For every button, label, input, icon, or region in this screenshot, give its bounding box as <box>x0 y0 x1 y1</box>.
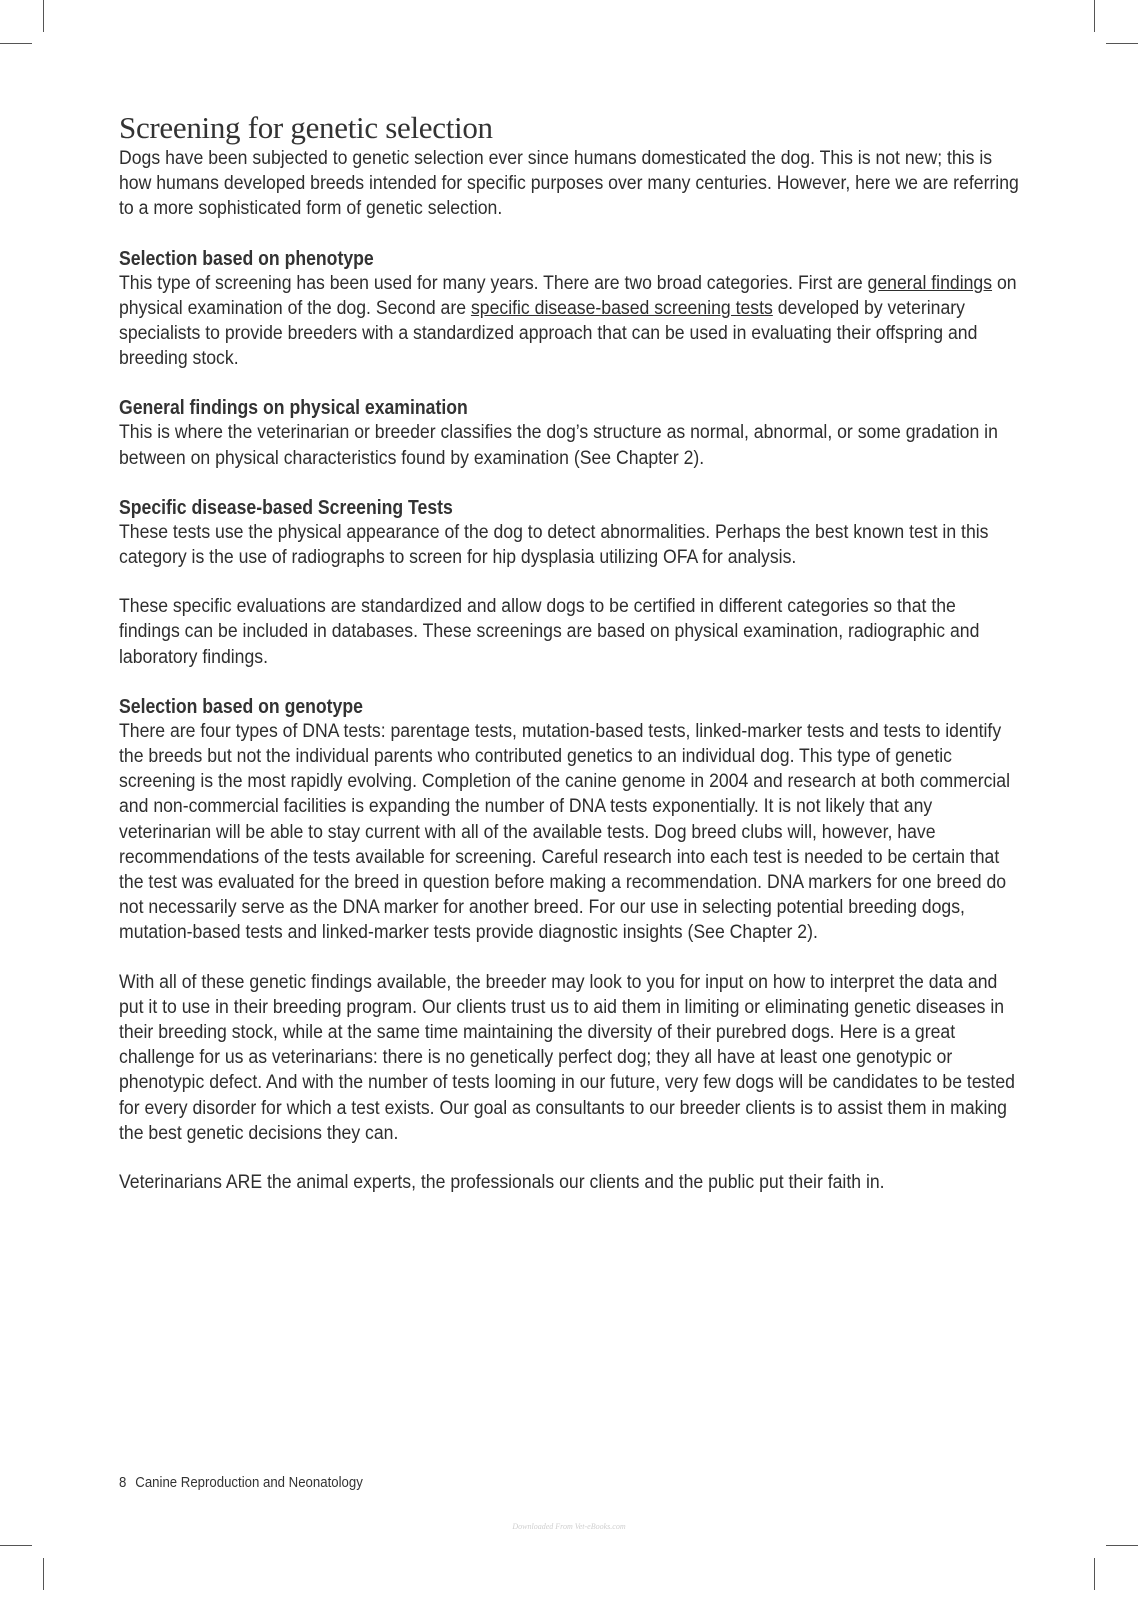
crop-mark <box>43 0 44 32</box>
section-heading: General findings on physical examination <box>119 396 468 420</box>
crop-mark <box>1094 1558 1095 1590</box>
paragraph-text: on physical examination of the dog. Second are <box>119 271 1017 319</box>
section-paragraph: This is where the veterinarian or breeder classifies the dog’s structure as normal, abnormal, or some gradation in between on physical characteristics found by examination (See Chapter 2). <box>119 421 998 469</box>
section-heading: Specific disease-based Screening Tests <box>119 495 453 519</box>
page-title: Screening for genetic selection <box>119 110 493 145</box>
section-paragraph <box>119 271 1019 372</box>
crop-mark <box>43 1558 44 1590</box>
crop-mark <box>0 43 32 44</box>
section-paragraph: There are four types of DNA tests: parentage tests, mutation-based tests, linked-marker tests and tests to identify the breeds but not the individual parents who contributed genetics to an individual dog. This type of genetic screening is the most rapidly evolving. Completion of the canine genome in 2004 and research at both commercial and non-commercial facilities is expanding the number of DNA tests exponentially. It is not likely that any veterinarian will be able to stay current with all of the available tests. Dog breed clubs will, however, have recommendations of the tests available for screening. Careful research into each test is needed to be certain that the test was evaluated for the breed in question before making a recommendation. DNA markers for one breed do not necessarily serve as the DNA marker for another breed. For our use in selecting potential breeding dogs, mutation-based tests and linked-marker tests provide diagnostic insights (See Chapter 2). <box>119 719 1011 944</box>
general-findings-link[interactable]: general findings <box>867 271 993 294</box>
section-paragraph: With all of these genetic findings available, the breeder may look to you for input on how to interpret the data and put it to use in their breeding program. Our clients trust us to aid them in limiting or eliminating genetic diseases in their breeding stock, while at the same time maintaining the diversity of their purebred dogs. Here is a great challenge for us as veterinarians: there is no genetically perfect dog; they all have at least one genotypic or phenotypic defect. And with the number of tests looming in our future, very few dogs will be candidates to be tested for every disorder for which a test exists. Our goal as consultants to our breeder clients is to assist them in making the best genetic decisions they can. <box>119 970 1015 1144</box>
watermark: Downloaded From Vet-eBooks.com <box>512 1522 626 1531</box>
section-paragraph: These specific evaluations are standardized and allow dogs to be certified in different categories so that the findings can be included in databases. These screenings are based on physical examination, radiographic and laboratory findings. <box>119 595 980 668</box>
crop-mark <box>1106 43 1138 44</box>
section-paragraph: Veterinarians ARE the animal experts, the professionals our clients and the public put their faith in. <box>119 1171 885 1194</box>
crop-mark <box>0 1545 32 1546</box>
paragraph-text: This type of screening has been used for many years. There are two broad categories. First are <box>119 271 868 294</box>
page-content <box>119 110 1019 1195</box>
section-paragraph: These tests use the physical appearance of the dog to detect abnormalities. Perhaps the best known test in this category is the use of radiographs to screen for hip dysplasia utilizing OFA for analysis. <box>119 520 989 569</box>
intro-paragraph: Dogs have been subjected to genetic selection ever since humans domesticated the dog. This is not new; this is how humans developed breeds intended for specific purposes over many centuries. However, here we are referring to a more sophisticated form of genetic selection. <box>119 147 1019 220</box>
book-title: Canine Reproduction and Neonatology <box>135 1474 363 1491</box>
paragraph-text: developed by veterinary specialists to provide breeders with a standardized approach that can be used in evaluating their offspring and breeding stock. <box>119 296 978 370</box>
page-number: 8 <box>119 1474 127 1491</box>
section-heading: Selection based on genotype <box>119 694 363 718</box>
screening-tests-link[interactable]: specific disease-based screening tests <box>470 296 773 319</box>
crop-mark <box>1106 1545 1138 1546</box>
page-footer <box>119 1474 363 1491</box>
crop-mark <box>1094 0 1095 32</box>
section-heading: Selection based on phenotype <box>119 246 374 270</box>
